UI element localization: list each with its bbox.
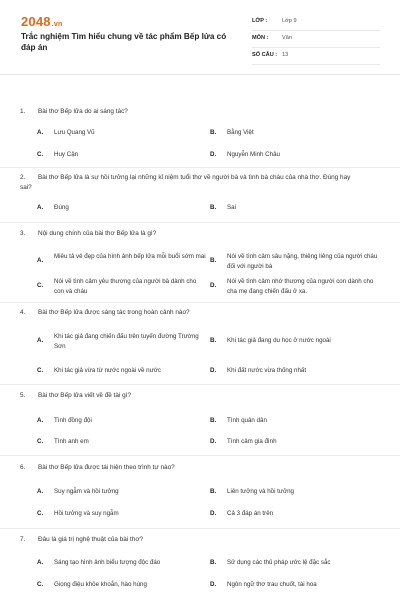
- meta-row-count: [252, 48, 380, 65]
- question-text: Bài thơ Bếp lửa do ai sáng tác?: [38, 108, 128, 115]
- meta-label: LỚP :: [252, 18, 268, 24]
- meta-label: MÔN :: [252, 35, 269, 41]
- logo-main: 2048: [21, 14, 51, 29]
- option-text: Miêu tả vẻ đẹp của hình ảnh bếp lửa mỗi buổi sớm mai: [54, 253, 206, 260]
- option-text: Cả 3 đáp án trên: [227, 510, 274, 517]
- option-text: Tình đồng đội: [54, 417, 92, 424]
- option-text: Nói về tình cảm sâu nặng, thiêng liêng của người cháu đối với người bà: [227, 253, 378, 270]
- option-letter: A.: [37, 257, 44, 264]
- option-letter: B.: [210, 129, 217, 136]
- question-1: [20, 107, 365, 117]
- option-text: Bằng Việt: [227, 129, 254, 136]
- option-text: Ngôn ngữ thơ trau chuốt, tài hoa: [227, 581, 317, 588]
- option-text: Lưu Quang Vũ: [54, 129, 95, 136]
- option-text: Khi tác giả đang du học ở nước ngoài: [227, 337, 331, 344]
- option-text: Suy ngẫm và hồi tưởng: [54, 488, 119, 495]
- question-text: 3.: [20, 230, 26, 237]
- question-text: 5.: [20, 392, 26, 399]
- question-text: Bài thơ Bếp lửa được tái hiện theo trình tự nào?: [38, 464, 175, 471]
- meta-row-class: [252, 14, 380, 31]
- divider: [0, 455, 400, 456]
- option-letter: C.: [37, 151, 44, 158]
- option-letter: C.: [37, 438, 44, 445]
- question-5: [20, 391, 365, 401]
- question-6: [20, 463, 365, 473]
- option-letter: D.: [210, 581, 217, 588]
- option-letter: C.: [37, 367, 44, 374]
- option-letter: A.: [37, 337, 44, 344]
- site-logo[interactable]: [21, 14, 62, 29]
- option-letter: B.: [210, 204, 217, 211]
- meta-value: Lớp 9: [282, 18, 297, 24]
- option-letter: D.: [210, 438, 217, 445]
- option-letter: B.: [210, 559, 217, 566]
- divider: [0, 528, 400, 529]
- meta-row-subject: [252, 31, 380, 48]
- option-letter: A.: [37, 129, 44, 136]
- question-text: 2.: [20, 174, 26, 181]
- meta-value: Văn: [282, 35, 292, 41]
- divider: [0, 222, 400, 223]
- question-3: [20, 229, 365, 239]
- page-header: [0, 0, 400, 75]
- option-text: Sáng tạo hình ảnh biểu tượng độc đáo: [54, 559, 161, 566]
- option-text: Tình quân dân: [227, 417, 267, 424]
- option-text: Đúng: [54, 204, 69, 211]
- question-7: [20, 535, 365, 545]
- option-letter: C.: [37, 581, 44, 588]
- question-text: 4.: [20, 309, 26, 316]
- option-letter: C.: [37, 282, 44, 289]
- option-text: Khi tác giả đang chiến đấu trên tuyến đường Trường Sơn: [54, 333, 199, 350]
- question-text: Bài thơ Bếp lửa là sự hồi tưởng lại những kỉ niệm tuổi thơ về người bà và tình bà cháu của nhà thơ. Đúng hay sai?: [20, 174, 351, 191]
- option-text: Nói về tình cảm nhớ thương của người con dành cho cha mẹ đang chiến đấu ở xa.: [227, 278, 374, 295]
- logo-sub: .vn: [51, 21, 63, 28]
- option-letter: B.: [210, 337, 217, 344]
- option-letter: A.: [37, 204, 44, 211]
- option-letter: B.: [210, 257, 217, 264]
- option-letter: B.: [210, 488, 217, 495]
- option-letter: D.: [210, 510, 217, 517]
- question-text: Nội dung chính của bài thơ Bếp lửa là gì?: [38, 230, 157, 237]
- meta-label: SỐ CÂU :: [252, 52, 278, 58]
- option-text: Sử dụng các thủ pháp ước lệ đặc sắc: [227, 559, 331, 566]
- option-text: Khi tác giả vừa từ nước ngoài về nước: [54, 367, 161, 374]
- option-text: Nói về tình cảm yêu thương của người bà dành cho con và cháu: [54, 278, 197, 295]
- divider: [0, 302, 400, 303]
- question-text: Bài thơ Bếp lửa viết về đề tài gì?: [38, 392, 132, 399]
- option-letter: A.: [37, 417, 44, 424]
- option-letter: B.: [210, 417, 217, 424]
- option-letter: A.: [37, 488, 44, 495]
- option-letter: D.: [210, 282, 217, 289]
- option-text: Hồi tưởng và suy ngẫm: [54, 510, 119, 517]
- option-text: Sai: [227, 204, 236, 211]
- question-text: 1.: [20, 108, 26, 115]
- option-text: Tình cảm gia đình: [227, 438, 277, 445]
- page-title: Trắc nghiệm Tìm hiểu chung về tác phẩm Bếp lửa có đáp án: [21, 32, 227, 52]
- option-text: Huy Cận: [54, 151, 79, 158]
- question-text: 7.: [20, 536, 26, 543]
- question-4: [20, 308, 365, 318]
- option-letter: D.: [210, 151, 217, 158]
- meta-value: 13: [282, 52, 289, 58]
- quiz-meta: [252, 14, 380, 65]
- divider: [0, 167, 400, 168]
- option-text: Liên tưởng và hồi tưởng: [227, 488, 294, 495]
- option-text: Nguyễn Minh Châu: [227, 151, 280, 158]
- divider: [0, 384, 400, 385]
- question-text: Bài thơ Bếp lửa được sáng tác trong hoàn cảnh nào?: [38, 309, 190, 316]
- option-text: Tình anh em: [54, 438, 89, 445]
- question-text: Đâu là giá trị nghệ thuật của bài thơ?: [38, 536, 144, 543]
- option-letter: D.: [210, 367, 217, 374]
- option-text: Giọng điệu khỏe khoắn, hào hùng: [54, 581, 147, 588]
- option-letter: A.: [37, 559, 44, 566]
- option-text: Khi đất nước vừa thống nhất: [227, 367, 307, 374]
- question-text: 6.: [20, 464, 26, 471]
- option-letter: C.: [37, 510, 44, 517]
- question-2: [20, 173, 360, 193]
